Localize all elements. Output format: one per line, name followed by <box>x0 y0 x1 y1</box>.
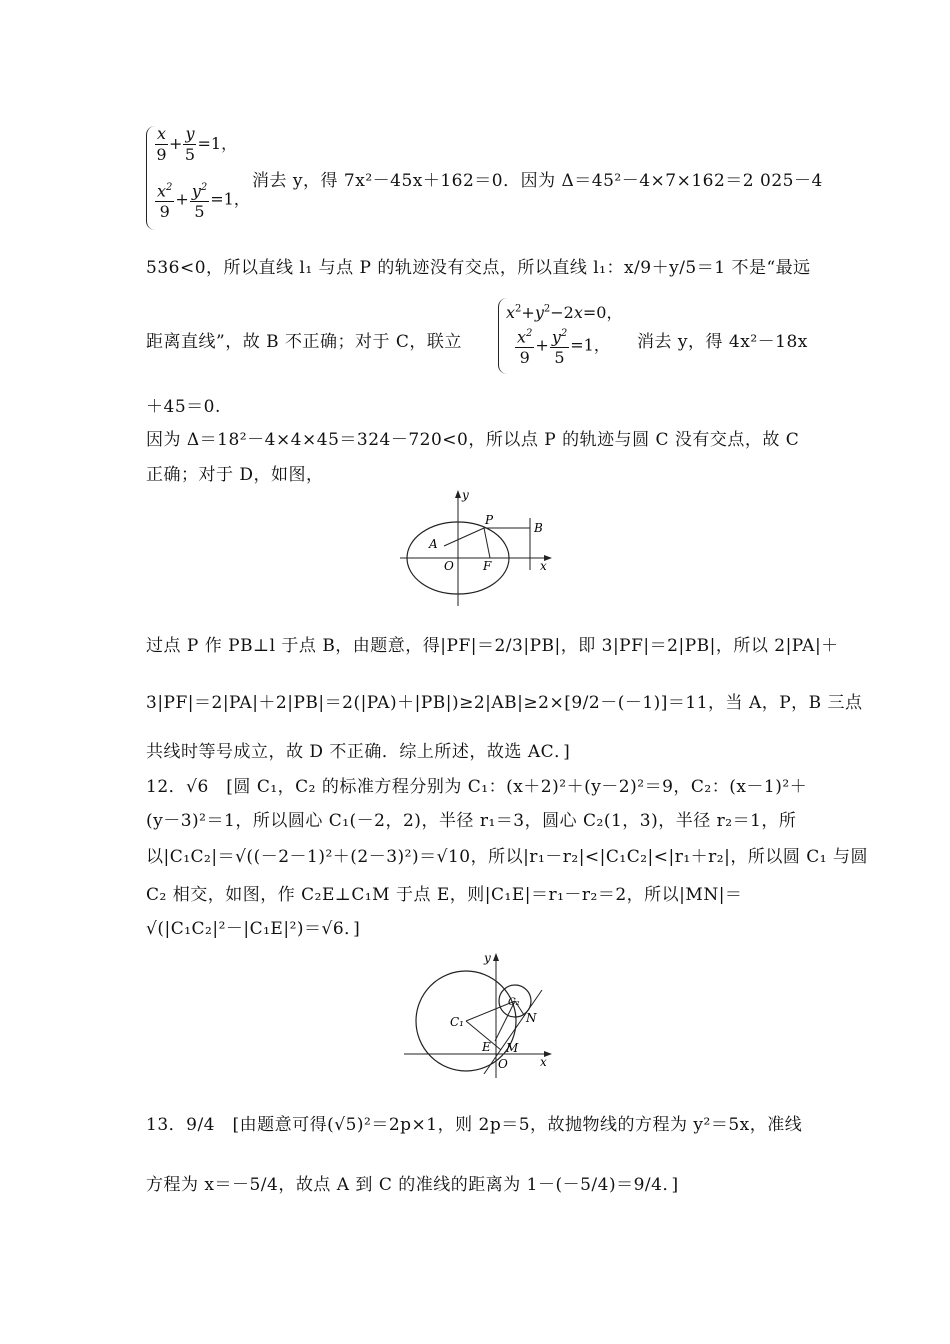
figure-circles <box>400 950 556 1080</box>
fig1-label-F: F <box>483 559 492 573</box>
text-line-15: 13．9/4 [由题意可得(√5)²＝2p×1，则 2p＝5，故抛物线的方程为 y²＝5x，准线 <box>146 1115 803 1135</box>
text-line-16: 方程为 x＝－5/4，故点 A 到 C 的准线的距离为 1－(－5/4)＝9/4．] <box>146 1175 679 1195</box>
fig2-label-M: M <box>506 1041 519 1055</box>
text-line-1: 消去 y，得 7x²－45x＋162＝0．因为 Δ＝45²－4×7×162＝2 025－4 <box>252 171 823 191</box>
text-line-7: 过点 P 作 PB⊥l 于点 B，由题意，得|PF|＝2/3|PB|，即 3|PF|＝2|PB|，所以 2|PA|＋ <box>146 636 839 656</box>
text-line-13: C₂ 相交，如图，作 C₂E⊥C₁M 于点 E，则|C₁E|＝r₁－r₂＝2，所以|MN|＝ <box>146 885 743 905</box>
fig1-label-P: P <box>485 513 494 527</box>
fig2-label-N: N <box>526 1011 537 1025</box>
text-line-6: 正确；对于 D，如图， <box>146 465 324 485</box>
fig1-label-O: O <box>444 559 454 573</box>
text-line-8: 3|PF|＝2|PA|＋2|PB|＝2(|PA)＋|PB|)≥2|AB|≥2×[9/2－(－1)]＝11，当 A，P，B 三点 <box>146 693 863 713</box>
fig2-label-E: E <box>482 1040 491 1054</box>
fig2-label-C1: C₁ <box>450 1015 464 1029</box>
text-line-10: 12．√6 [圆 C₁，C₂ 的标准方程分别为 C₁：(x＋2)²＋(y－2)²＝9，C₂：(x－1)²＋ <box>146 777 808 797</box>
text-line-9: 共线时等号成立，故 D 不正确．综上所述，故选 AC．] <box>146 742 571 762</box>
text-line-14: √(|C₁C₂|²－|C₁E|²)＝√6．] <box>146 919 361 939</box>
system1-row1: $\frac{x}{9}$ + $\frac{y}{5}$ =1， <box>156 124 238 164</box>
text-line-2: 536<0，所以直线 l₁ 与点 P 的轨迹没有交点，所以直线 l₁：x/9＋y/5＝1 不是“最远 <box>146 258 811 278</box>
fig2-label-O: O <box>498 1057 508 1071</box>
fig2-label-x: x <box>540 1055 547 1069</box>
fig1-label-B: B <box>534 521 543 535</box>
fig1-label-x: x <box>540 559 547 573</box>
text-line-12: 以|C₁C₂|＝√((－2－1)²＋(2－3)²)＝√10，所以|r₁－r₂|<|C₁C₂|<|r₁＋r₂|，所以圆 C₁ 与圆 <box>146 847 868 867</box>
fig2-label-C2: C₂ <box>508 997 520 1008</box>
system1-row2: $\frac{x^2}{9}$ + $\frac{y^2}{5}$ =1， <box>154 178 250 222</box>
text-line-3b: 消去 y，得 4x²－18x <box>637 332 808 352</box>
system2-row2: $\frac{x^2}{9}$ + $\frac{y^2}{5}$ =1， <box>514 324 610 368</box>
text-line-4: ＋45＝0. <box>146 397 221 417</box>
fig2-label-y: y <box>484 951 491 965</box>
text-line-5: 因为 Δ＝18²－4×4×45＝324－720<0，所以点 P 的轨迹与圆 C 没有交点，故 C <box>146 430 800 450</box>
figure-ellipse <box>396 488 556 610</box>
system2-row1: $x^2+y^2-2x=0$， <box>506 303 623 322</box>
text-line-3a: 距离直线”，故 B 不正确；对于 C，联立 <box>146 332 462 352</box>
fig1-label-A: A <box>429 537 438 551</box>
text-line-11: (y－3)²＝1，所以圆心 C₁(－2，2)，半径 r₁＝3，圆心 C₂(1，3)，半径 r₂＝1，所 <box>146 811 797 831</box>
fig1-label-y: y <box>462 488 469 502</box>
